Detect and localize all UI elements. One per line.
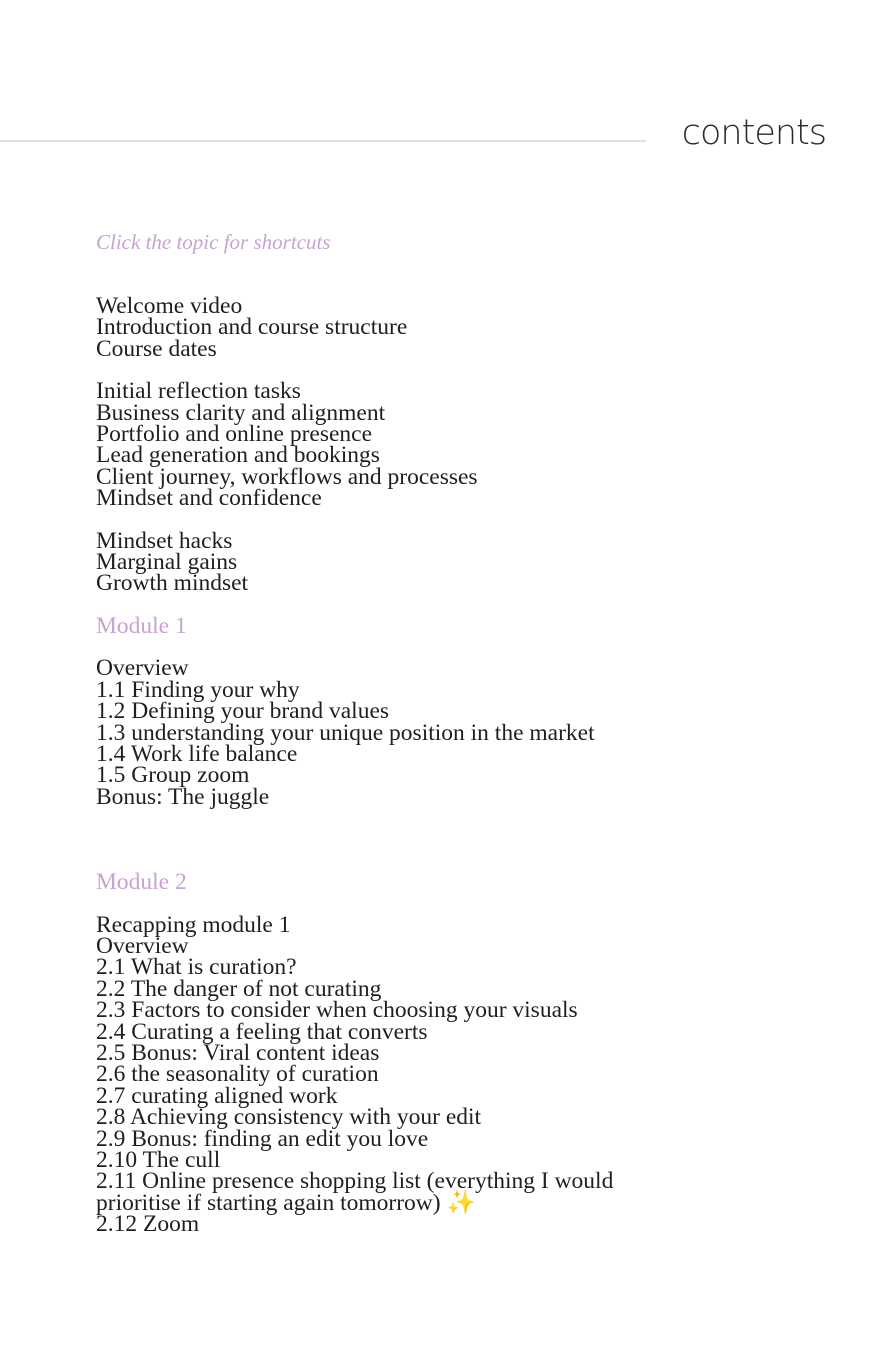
toc-link-m2-5[interactable]: 2.5 Bonus: Viral content ideas — [96, 1039, 380, 1066]
toc-link-m2-7[interactable]: 2.7 curating aligned work — [96, 1082, 338, 1109]
spacer — [96, 808, 816, 872]
mindset-group — [96, 527, 816, 597]
toc-link-m1-2[interactable]: 1.2 Defining your brand values — [96, 698, 390, 725]
spacer — [96, 595, 816, 616]
spacer — [96, 637, 816, 658]
module-1-heading[interactable]: Module 1 — [96, 612, 187, 639]
toc-link-m2-3[interactable]: 2.3 Factors to consider when choosing your visuals — [96, 997, 578, 1024]
toc-link-m1-bonus[interactable]: Bonus: The juggle — [96, 783, 270, 810]
module-2-items — [96, 911, 816, 1238]
toc-link-m2-recap[interactable]: Recapping module 1 — [96, 911, 291, 938]
toc-link-marginal-gains[interactable]: Marginal gains — [96, 549, 238, 576]
table-of-contents — [96, 293, 816, 1238]
toc-link-course-dates[interactable]: Course dates — [96, 335, 217, 362]
toc-link-m2-11[interactable] — [96, 1168, 696, 1216]
toc-link-m2-12[interactable]: 2.12 Zoom — [96, 1211, 200, 1238]
toc-link-lead-generation[interactable]: Lead generation and bookings — [96, 442, 380, 469]
toc-link-m2-9[interactable]: 2.9 Bonus: finding an edit you love — [96, 1125, 429, 1152]
intro-group — [96, 293, 816, 362]
toc-link-mindset-hacks[interactable]: Mindset hacks — [96, 527, 233, 554]
toc-link-welcome-video[interactable]: Welcome video — [96, 293, 243, 319]
toc-link-m2-1[interactable]: 2.1 What is curation? — [96, 954, 297, 981]
toc-link-m2-4[interactable]: 2.4 Curating a feeling that converts — [96, 1018, 428, 1045]
toc-link-m2-8[interactable]: 2.8 Achieving consistency with your edit — [96, 1104, 482, 1131]
toc-link-m1-4[interactable]: 1.4 Work life balance — [96, 740, 298, 767]
shortcut-hint: Click the topic for shortcuts — [96, 230, 331, 254]
toc-link-introduction[interactable]: Introduction and course structure — [96, 314, 408, 341]
toc-link-business-clarity[interactable]: Business clarity and alignment — [96, 399, 386, 426]
header-divider-line — [0, 140, 646, 142]
toc-link-mindset-confidence[interactable]: Mindset and confidence — [96, 485, 322, 512]
module-2-heading[interactable]: Module 2 — [96, 869, 187, 896]
reflection-group — [96, 378, 816, 512]
toc-link-client-journey[interactable]: Client journey, workflows and processes — [96, 463, 478, 490]
sparkles-icon: ✨ — [446, 1189, 476, 1216]
module-1-items — [96, 655, 816, 810]
page-title: contents — [681, 113, 826, 153]
toc-link-m2-overview[interactable]: Overview — [96, 932, 189, 959]
toc-link-initial-reflection[interactable]: Initial reflection tasks — [96, 378, 301, 405]
toc-link-m1-3[interactable]: 1.3 understanding your unique position in the market — [96, 719, 595, 746]
toc-link-m2-2[interactable]: 2.2 The danger of not curating — [96, 975, 382, 1002]
module-2-group — [96, 869, 816, 896]
toc-link-portfolio[interactable]: Portfolio and online presence — [96, 421, 373, 448]
toc-link-growth-mindset[interactable]: Growth mindset — [96, 570, 249, 597]
toc-link-m2-10[interactable]: 2.10 The cull — [96, 1147, 221, 1173]
toc-link-m1-overview[interactable]: Overview — [96, 655, 189, 682]
module-1-group — [96, 612, 816, 639]
toc-link-m1-5[interactable]: 1.5 Group zoom — [96, 762, 250, 789]
toc-link-m2-6[interactable]: 2.6 the seasonality of curation — [96, 1061, 379, 1088]
toc-link-m2-11-text: 2.11 Online presence shopping list (everything I would prioritise if starting again tomorrow) — [96, 1168, 614, 1216]
toc-link-m1-1[interactable]: 1.1 Finding your why — [96, 676, 300, 703]
